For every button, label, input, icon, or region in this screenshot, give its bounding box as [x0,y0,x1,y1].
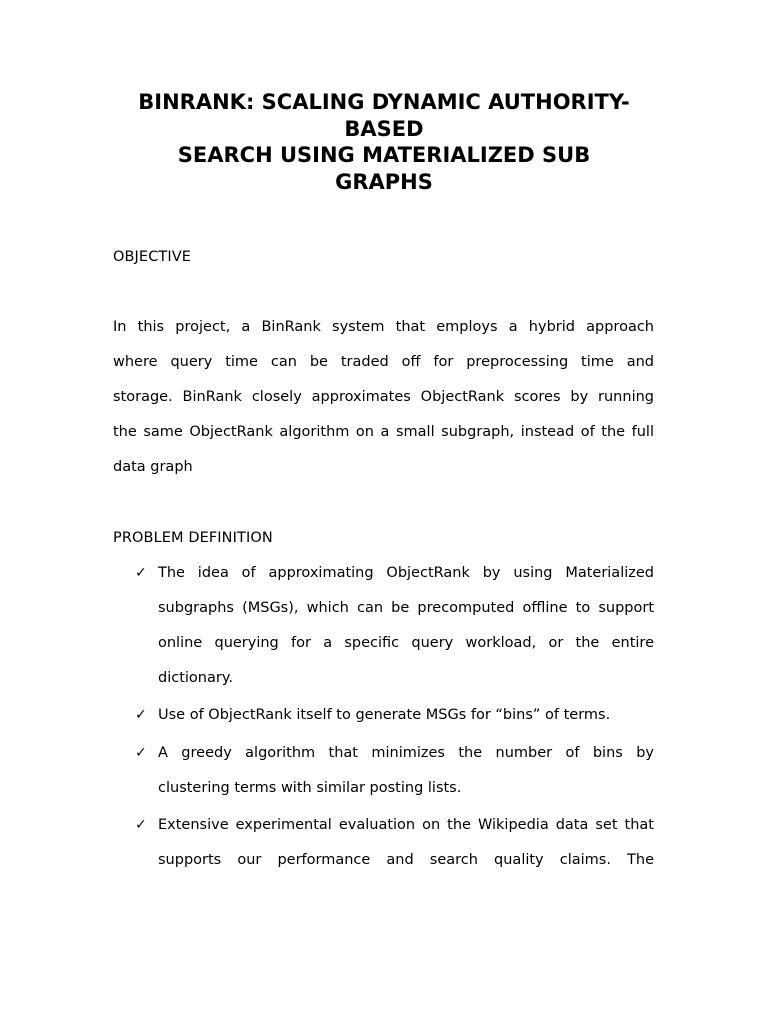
list-item-text [158,736,654,806]
objective-heading: OBJECTIVE [113,249,192,265]
paragraph-line: storage. BinRank closely approximates ObjectRank scores by running [113,389,654,405]
title-line: BASED [344,116,424,141]
paragraph-line: In this project, a BinRank system that employs a hybrid approach [113,319,654,335]
check-mark-icon: ✓ [135,817,147,833]
list-item-line: The idea of approximating ObjectRank by using Materialized [158,565,654,581]
list-item [113,808,654,878]
objective-paragraph [113,310,654,485]
paragraph-line: where query time can be traded off for preprocessing time and [113,354,654,370]
check-mark-icon: ✓ [135,707,147,723]
list-item [113,698,654,733]
check-mark-icon: ✓ [135,565,147,581]
list-item-line: subgraphs (MSGs), which can be precomputed offline to support [158,600,654,616]
list-item-text [158,808,654,878]
paragraph-line: data graph [113,459,193,475]
check-mark-icon: ✓ [135,745,147,761]
list-item-text [158,556,654,696]
paragraph-line: the same ObjectRank algorithm on a small subgraph, instead of the full [113,424,654,440]
list-item-line: A greedy algorithm that minimizes the number of bins by [158,745,654,761]
list-item-line: dictionary. [158,670,233,686]
title-line: SEARCH USING MATERIALIZED SUB [177,143,591,167]
list-item [113,556,654,696]
list-item [113,736,654,806]
list-item-line: Extensive experimental evaluation on the Wikipedia data set that [158,817,654,833]
title-line: GRAPHS [335,169,433,194]
problem-definition-heading: PROBLEM DEFINITION [113,530,273,546]
list-item-line: clustering terms with similar posting lists. [158,780,462,796]
title-line: BINRANK: SCALING DYNAMIC AUTHORITY- [138,90,630,114]
list-item-line: supports our performance and search quality claims. The [158,852,654,868]
document-title [100,89,668,195]
list-item-text [158,698,654,733]
list-item-line: online querying for a specific query workload, or the entire [158,635,654,651]
problem-definition-list [113,556,654,878]
list-item-line: Use of ObjectRank itself to generate MSGs for “bins” of terms. [158,707,611,723]
